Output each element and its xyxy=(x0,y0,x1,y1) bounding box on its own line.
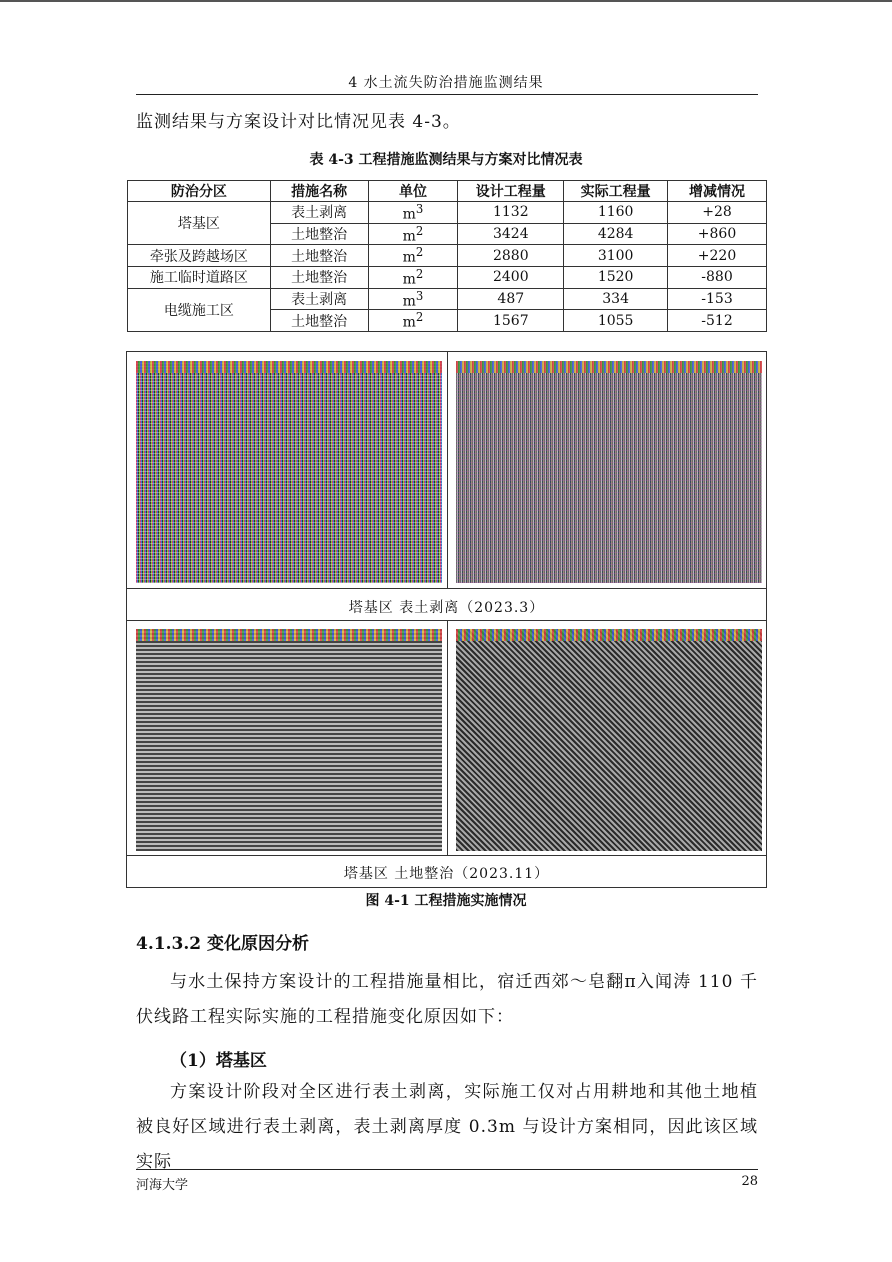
column-header: 设计工程量 xyxy=(458,181,564,202)
unit-cell xyxy=(368,202,458,224)
measure-cell: 土地整治 xyxy=(270,266,368,288)
unit-exponent: 2 xyxy=(415,245,424,260)
design-cell: 2880 xyxy=(458,245,564,267)
table-row xyxy=(128,266,767,288)
photo-noise-strip xyxy=(136,361,442,373)
design-cell: 2400 xyxy=(458,266,564,288)
photo-tower-grading-1 xyxy=(136,629,442,851)
subsection-heading: （1）塔基区 xyxy=(170,1051,267,1071)
table-row xyxy=(128,202,767,224)
unit-base: m xyxy=(402,293,416,310)
photo-tower-topsoil-1 xyxy=(136,361,442,583)
section-heading: 4.1.3.2 变化原因分析 xyxy=(136,934,309,954)
unit-exponent: 3 xyxy=(415,202,424,216)
photo-row-caption: 塔基区 表土剥离（2023.3） xyxy=(348,600,545,616)
footer-institution: 河海大学 xyxy=(136,1177,189,1192)
unit-exponent: 2 xyxy=(415,310,424,325)
actual-cell: 334 xyxy=(564,288,668,310)
table-row xyxy=(128,245,767,267)
unit-cell xyxy=(368,223,458,245)
change-cell: -880 xyxy=(668,266,767,288)
unit-base: m xyxy=(402,228,416,245)
table-header-row xyxy=(128,181,767,202)
photo-figure xyxy=(126,351,767,888)
unit-base: m xyxy=(402,271,416,288)
design-cell: 1132 xyxy=(458,202,564,224)
figure-divider xyxy=(127,855,766,856)
top-border-line xyxy=(0,0,892,2)
zone-cell: 牵张及跨越场区 xyxy=(128,245,271,267)
measure-cell: 土地整治 xyxy=(270,310,368,332)
table-row xyxy=(128,288,767,310)
photo-row-caption: 塔基区 土地整治（2023.11） xyxy=(343,866,550,882)
header-rule xyxy=(136,94,758,95)
column-header: 防治分区 xyxy=(128,181,271,202)
measure-cell: 表土剥离 xyxy=(270,202,368,224)
change-cell: +220 xyxy=(668,245,767,267)
table-caption: 表 4-3 工程措施监测结果与方案对比情况表 xyxy=(309,152,583,168)
comparison-table xyxy=(127,180,767,332)
actual-cell: 4284 xyxy=(564,223,668,245)
design-cell: 1567 xyxy=(458,310,564,332)
change-cell: +860 xyxy=(668,223,767,245)
design-cell: 487 xyxy=(458,288,564,310)
photo-noise-strip xyxy=(456,361,762,373)
change-cell: -512 xyxy=(668,310,767,332)
unit-cell xyxy=(368,266,458,288)
measure-cell: 土地整治 xyxy=(270,245,368,267)
unit-exponent: 2 xyxy=(415,223,424,238)
photo-noise-strip xyxy=(456,629,762,641)
actual-cell: 1520 xyxy=(564,266,668,288)
actual-cell: 1160 xyxy=(564,202,668,224)
photo-tower-grading-2 xyxy=(456,629,762,851)
figure-divider-vertical xyxy=(447,620,448,855)
photo-noise-strip xyxy=(136,629,442,641)
zone-cell: 施工临时道路区 xyxy=(128,266,271,288)
design-cell: 3424 xyxy=(458,223,564,245)
change-cell: +28 xyxy=(668,202,767,224)
actual-cell: 3100 xyxy=(564,245,668,267)
figure-divider xyxy=(127,588,766,589)
unit-base: m xyxy=(402,249,416,266)
paragraph: 方案设计阶段对全区进行表土剥离，实际施工仅对占用耕地和其他土地植被良好区域进行表土剥离，表土剥离厚度 0.3m 与设计方案相同，因此该区域实际 xyxy=(136,1082,758,1172)
change-cell: -153 xyxy=(668,288,767,310)
intro-sentence: 监测结果与方案设计对比情况见表 4-3。 xyxy=(136,112,461,132)
footer-rule xyxy=(136,1169,758,1170)
column-header: 增减情况 xyxy=(668,181,767,202)
unit-cell xyxy=(368,245,458,267)
figure-divider-vertical xyxy=(447,352,448,588)
measure-cell: 土地整治 xyxy=(270,223,368,245)
paragraph: 与水土保持方案设计的工程措施量相比，宿迁西郊～皂翻π入闻涛 110 千伏线路工程实际实施的工程措施变化原因如下： xyxy=(136,972,758,1027)
unit-cell xyxy=(368,288,458,310)
page-number: 28 xyxy=(741,1174,758,1189)
column-header: 单位 xyxy=(368,181,458,202)
photo-tower-topsoil-2 xyxy=(456,361,762,583)
figure-caption: 图 4-1 工程措施实施情况 xyxy=(365,893,527,909)
zone-cell: 塔基区 xyxy=(128,202,271,245)
unit-exponent: 3 xyxy=(415,288,424,303)
running-header: 4 水土流失防治措施监测结果 xyxy=(348,75,544,91)
unit-base: m xyxy=(402,206,416,223)
zone-cell: 电缆施工区 xyxy=(128,288,271,331)
column-header: 实际工程量 xyxy=(564,181,668,202)
column-header: 措施名称 xyxy=(270,181,368,202)
unit-base: m xyxy=(402,314,416,331)
actual-cell: 1055 xyxy=(564,310,668,332)
unit-exponent: 2 xyxy=(415,266,424,281)
unit-cell xyxy=(368,310,458,332)
measure-cell: 表土剥离 xyxy=(270,288,368,310)
